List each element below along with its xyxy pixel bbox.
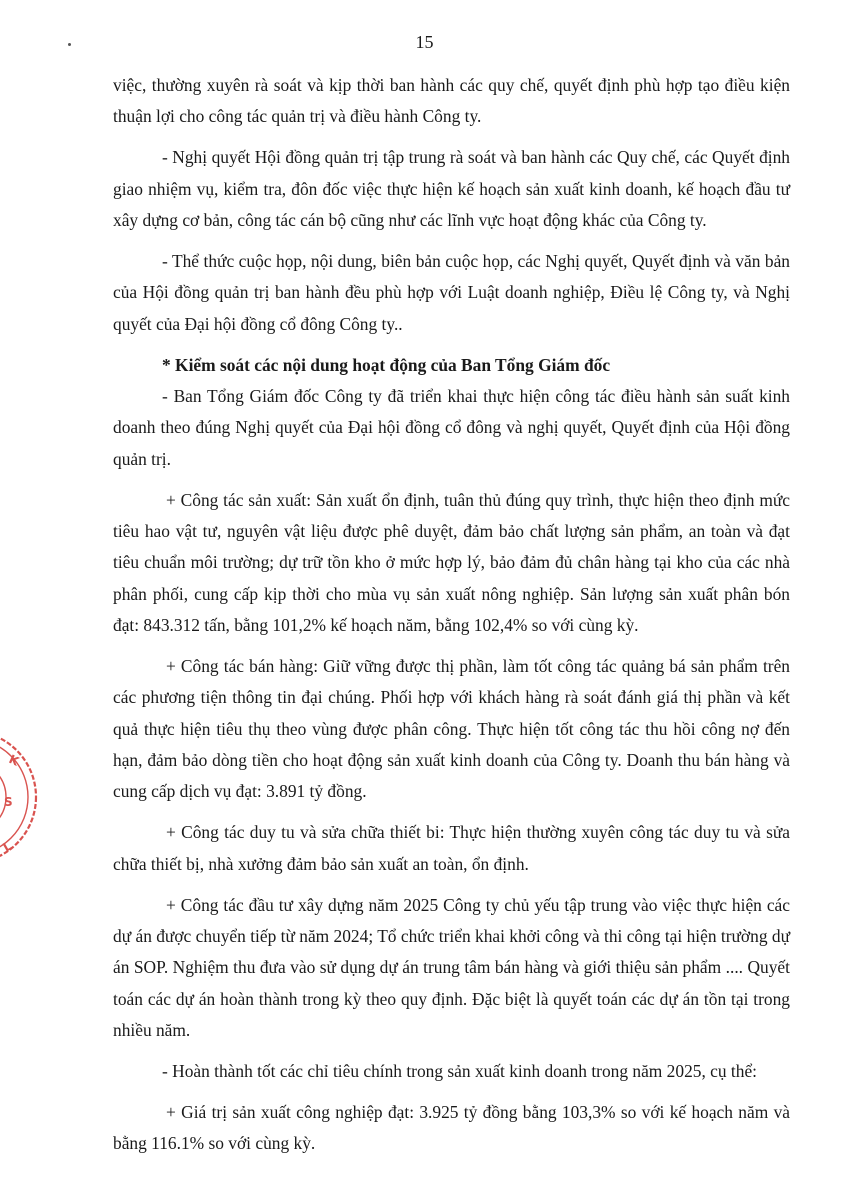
scan-speck: [68, 43, 71, 46]
paragraph-meeting-formalities: - Thể thức cuộc họp, nội dung, biên bản cuộc họp, các Nghị quyết, Quyết định và văn bản của Hội đồng quản trị ban hành đều phù hợp với Luật doanh nghiệp, Điều lệ Công ty, và Nghị quyết của Đại hội đồng cổ đông Công ty..: [113, 251, 790, 334]
seal-letter-l: L: [0, 838, 15, 855]
paragraph-sales: + Công tác bán hàng: Giữ vững được thị phần, làm tốt công tác quảng bá sản phẩm trên các phương tiện thông tin đại chúng. Phối hợp với khách hàng rà soát đánh giá thị phần và kết quả thực hiện tiêu thụ theo vùng được phân công. Thực hiện tốt công tác thu hồi công nợ đến hạn, đảm bảo dòng tiền cho hoạt động sản xuất kinh doanh của Công ty. Doanh thu bán hàng và cung cấp dịch vụ đạt: 3.891 tỷ đồng.: [113, 656, 790, 802]
paragraph-continuation: việc, thường xuyên rà soát và kịp thời ban hành các quy chế, quyết định phù hợp tạo điều kiện thuận lợi cho công tác quản trị và điều hành Công ty.: [113, 75, 790, 127]
company-seal-fragment: [0, 712, 40, 882]
seal-letter-s: S: [4, 795, 13, 809]
paragraph-production: + Công tác sản xuất: Sản xuất ổn định, tuân thủ đúng quy trình, thực hiện theo định mức tiêu hao vật tư, nguyên vật liệu được phê duyệt, đảm bảo chất lượng sản phẩm, an toàn và đạt tiêu chuẩn môi trường; dự trữ tồn kho ở mức hợp lý, bảo đảm đủ chân hàng tại kho của các nhà phân phối, cung cấp kịp thời cho mùa vụ sản xuất nông nghiệp. Sản lượng sản xuất phân bón đạt: 843.312 tấn, bằng 101,2% kế hoạch năm, bằng 102,4% so với cùng kỳ.: [113, 489, 790, 635]
paragraph-board-resolutions: - Nghị quyết Hội đồng quản trị tập trung rà soát và ban hành các Quy chế, các Quyết định giao nhiệm vụ, kiểm tra, đôn đốc việc thực hiện kế hoạch sản xuất kinh doanh, kế hoạch đầu tư xây dựng cơ bản, công tác cán bộ cũng như các lĩnh vực hoạt động khác của Công ty.: [113, 147, 790, 230]
paragraph-investment: + Công tác đầu tư xây dựng năm 2025 Công ty chủ yếu tập trung vào việc thực hiện các dự án được chuyển tiếp từ năm 2024; Tổ chức triển khai khởi công và thi công tại hiện trường dự án SOP. Nghiệm thu đưa vào sử dụng dự án trung tâm bán hàng và giới thiệu sản phẩm .... Quyết toán các dự án hoàn thành trong kỳ theo quy định. Đặc biệt là quyết toán các dự án tồn tại trong nhiều năm.: [113, 894, 790, 1040]
page-number: 15: [415, 32, 434, 52]
seal-letter-k: K: [6, 752, 22, 769]
section-heading-executive-control: * Kiểm soát các nội dung hoạt động của Ban Tổng Giám đốc: [162, 354, 611, 375]
paragraph-targets: - Hoàn thành tốt các chỉ tiêu chính trong sản xuất kinh doanh trong năm 2025, cụ thể:: [162, 1060, 758, 1081]
document-body: [113, 70, 790, 1169]
paragraph-industrial-output: + Giá trị sản xuất công nghiệp đạt: 3.925 tỷ đồng bằng 103,3% so với kế hoạch năm và bằng 116.1% so với cùng kỳ.: [113, 1102, 790, 1154]
paragraph-maintenance: + Công tác duy tu và sửa chữa thiết bi: Thực hiện thường xuyên công tác duy tu và sửa chữa thiết bị, nhà xưởng đảm bảo sản xuất an toàn, ổn định.: [113, 822, 790, 874]
paragraph-executive-board: - Ban Tổng Giám đốc Công ty đã triển khai thực hiện công tác điều hành sản suất kinh doanh theo đúng Nghị quyết của Đại hội đồng cổ đông và nghị quyết, Quyết định của Hội đồng quản trị.: [113, 386, 790, 469]
